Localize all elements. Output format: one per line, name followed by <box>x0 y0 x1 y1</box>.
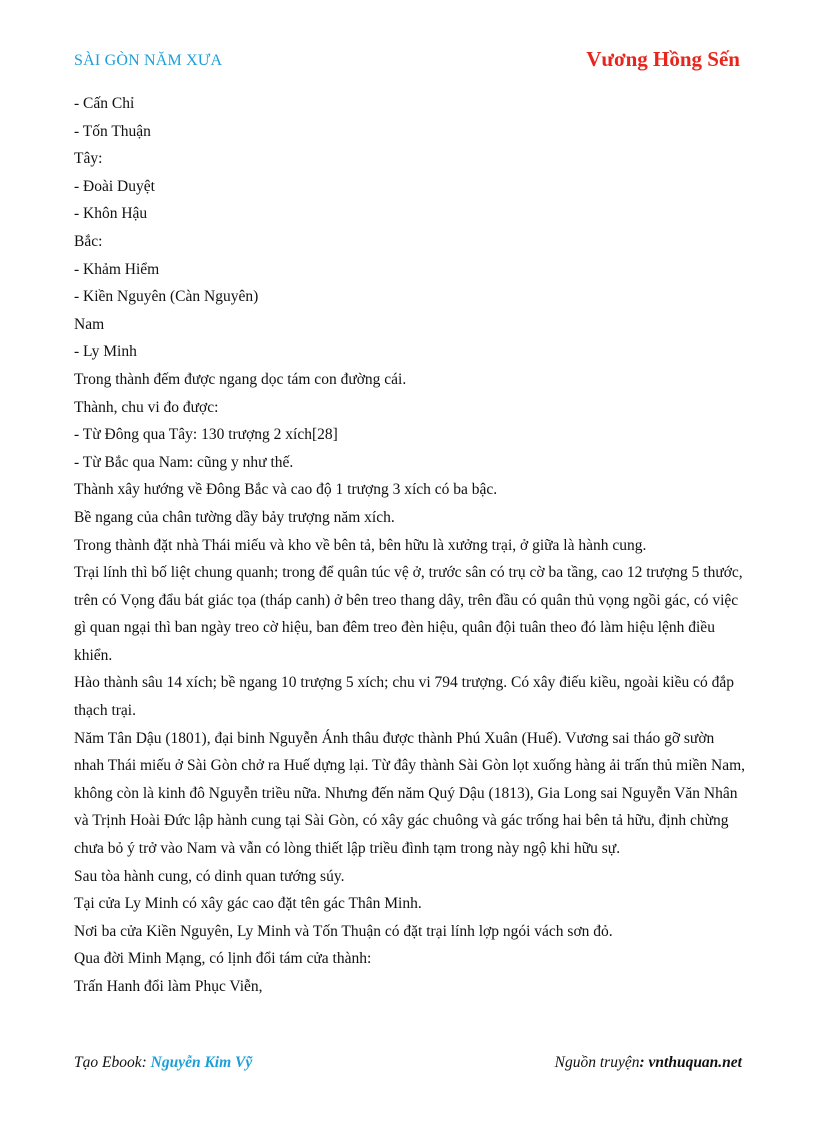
paragraph: Nam <box>74 315 105 333</box>
paragraph: - Tốn Thuận <box>74 122 151 140</box>
page-body <box>74 90 746 1001</box>
paragraph: Trấn Hanh đổi làm Phục Viễn, <box>74 978 263 995</box>
paragraph: Trong thành đếm được ngang dọc tám con đường cái. <box>74 370 407 388</box>
author-name: Vương Hồng Sến <box>586 47 740 71</box>
paragraph: - Đoài Duyệt <box>74 177 155 195</box>
paragraph: - Từ Đông qua Tây: 130 trượng 2 xích[28] <box>74 426 338 444</box>
paragraph: Hào thành sâu 14 xích; bề ngang 10 trượng 5 xích; chu vi 794 trượng. Có xây điếu kiều, ngoài kiều có đắp thạch trại. <box>74 674 734 720</box>
paragraph: Nơi ba cửa Kiền Nguyên, Ly Minh và Tốn Thuận có đặt trại lính lợp ngói vách sơn đỏ. <box>74 922 613 940</box>
paragraph: - Cấn Chỉ <box>74 95 135 112</box>
paragraph: Sau tòa hành cung, có dinh quan tướng súy. <box>74 867 345 885</box>
source-credit <box>555 1054 742 1072</box>
paragraph: Thành, chu vi đo được: <box>74 398 219 416</box>
paragraph: Trại lính thì bố liệt chung quanh; trong để quân túc vệ ở, trước sân có trụ cờ ba tầng, cao 12 trượng 5 thước, trên có Vọng đẩu bát giác tọa (tháp canh) ở bên treo thang dây, trên đầu có quân thủ vọng ngồi gác, có việc gì quan ngại thì ban ngày treo cờ hiệu, ban đêm treo đèn hiệu, quân đội tuân theo đó làm hiệu lệnh điều khiển. <box>74 564 743 664</box>
paragraph: Bắc: <box>74 232 103 250</box>
paragraph: Tại cửa Ly Minh có xây gác cao đặt tên gác Thân Minh. <box>74 895 422 913</box>
ebook-creator-name: Nguyễn Kim Vỹ <box>150 1054 253 1071</box>
ebook-credit <box>74 1054 252 1072</box>
paragraph: - Kiền Nguyên (Càn Nguyên) <box>74 288 259 306</box>
paragraph: - Khôn Hậu <box>74 205 148 223</box>
paragraph: Trong thành đặt nhà Thái miếu và kho về bên tả, bên hữu là xưởng trại, ở giữa là hành cung. <box>74 536 647 554</box>
paragraph: Qua đời Minh Mạng, có lịnh đổi tám cửa thành: <box>74 950 372 968</box>
paragraph: Thành xây hướng về Đông Bắc và cao độ 1 trượng 3 xích có ba bậc. <box>74 481 498 499</box>
ebook-label: Tạo Ebook <box>74 1054 142 1071</box>
ebook-separator: : <box>141 1054 151 1071</box>
book-title: SÀI GÒN NĂM XƯA <box>74 52 223 69</box>
page-footer <box>74 1054 742 1072</box>
source-site: vnthuquan.net <box>648 1054 742 1071</box>
paragraph: Năm Tân Dậu (1801), đại binh Nguyễn Ánh thâu được thành Phú Xuân (Huế). Vương sai tháo gỡ sườn nhah Thái miếu ở Sài Gòn chở ra Huế dựng lại. Từ đây thành Sài Gòn lọt xuống hàng ải trấn thủ miền Nam, không còn là kinh đô Nguyễn triều nữa. Nhưng đến năm Quý Dậu (1813), Gia Long sai Nguyễn Văn Nhân và Trịnh Hoài Đức lập hành cung tại Sài Gòn, có xây gác chuông và gác trống hai bên tả hữu, định chừng chưa bỏ ý trở vào Nam và vẫn có lòng thiết lập triều đình tạm trong này ngộ khi hữu sự. <box>74 729 746 858</box>
paragraph: - Ly Minh <box>74 343 137 361</box>
source-separator: : <box>639 1054 649 1071</box>
paragraph: - Từ Bắc qua Nam: cũng y như thế. <box>74 453 294 471</box>
paragraph: Tây: <box>74 150 103 168</box>
paragraph: - Khảm Hiểm <box>74 260 160 278</box>
paragraph: Bề ngang của chân tường dầy bảy trượng năm xích. <box>74 508 395 526</box>
source-label: Nguồn truyện <box>554 1054 640 1071</box>
